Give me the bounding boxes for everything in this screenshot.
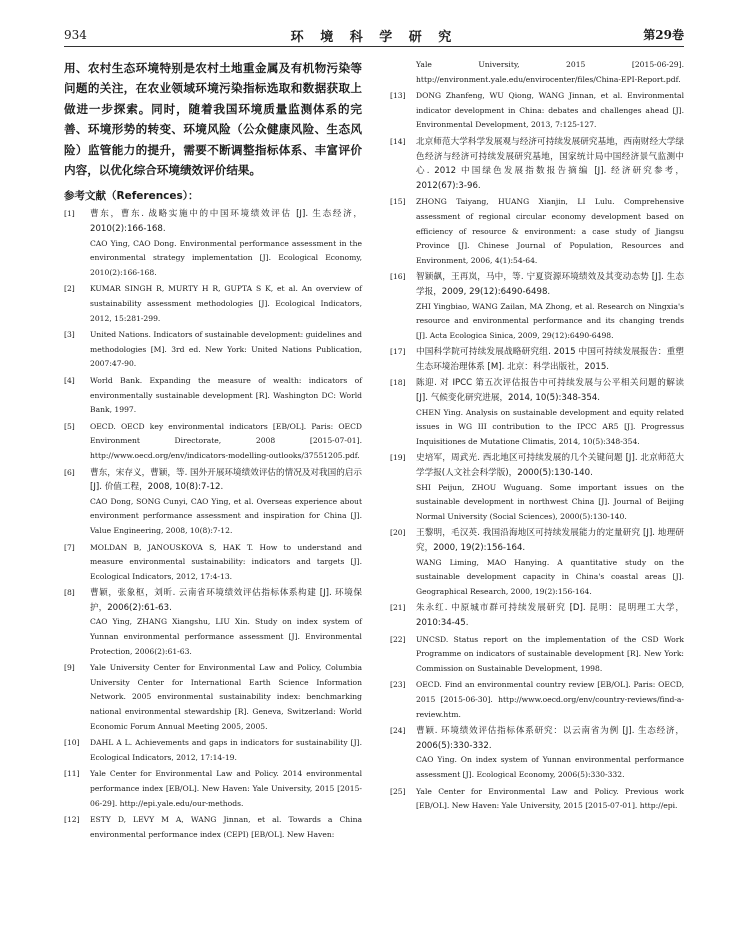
reference-chinese: 曹东，宋存义，曹颖，等. 国外开展环境绩效评估的情况及对我国的启示 [J]. 价值工程，2008, 10(8):7-12. (90, 467, 362, 493)
reference-number: [12] (64, 815, 80, 825)
reference-text (416, 678, 684, 722)
reference-number: [24] (390, 726, 406, 736)
journal-title: 环 境 科 学 研 究 (290, 30, 458, 45)
reference-english: ZHONG Taiyang, HUANG Xianjin, LI Lulu. Comprehensive assessment of regional circular economy development based on efficiency of resource & environment: a case study of Jiangsu Province [J]. Chinese Journal of Population, Resources and Environment, 2006, 4(1):54-64. (416, 197, 684, 265)
reference-text (416, 270, 684, 343)
reference-text (416, 451, 684, 524)
reference-number: [23] (390, 680, 406, 690)
reference-chinese: 王黎明，毛汉英. 我国沿海地区可持续发展能力的定量研究 [J]. 地理研究，2000, 19(2):156-164. (416, 528, 684, 553)
reference-text (416, 526, 684, 599)
reference-english: KUMAR SINGH R, MURTY H R, GUPTA S K, et al. An overview of sustainability assessment methodologies [J]. Ecological Indicators, 2012, 15:281-299. (90, 284, 362, 323)
reference-number: [11] (64, 769, 80, 779)
reference-number: [15] (390, 197, 406, 207)
reference-text (416, 89, 684, 133)
reference-english: ZHI Yingbiao, WANG Zailan, MA Zhong, et al. Research on Ningxia's resource and environmental performance and its changing trends [J]. Acta Ecologica Sinica, 2009, 29(12):6490-6498. (416, 301, 684, 340)
reference-english: CAO Ying, CAO Dong. Environmental performance assessment in the environmental strategy implementation [J]. Ecological Economy, 2010(2):166-168. (90, 238, 362, 277)
reference-item (390, 724, 684, 782)
reference-item (64, 466, 362, 539)
reference-text (416, 633, 684, 677)
page-header (64, 24, 684, 46)
reference-text (416, 135, 684, 193)
reference-text (416, 345, 684, 374)
reference-item (390, 345, 684, 374)
reference-text (416, 724, 684, 782)
reference-text (90, 282, 362, 326)
reference-item (64, 207, 362, 280)
reference-chinese: 朱永红. 中原城市群可持续发展研究 [D]. 昆明：昆明理工大学，2010:34-45. (416, 603, 684, 628)
reference-number: [10] (64, 738, 80, 748)
reference-item (390, 89, 684, 133)
reference-text (90, 661, 362, 734)
reference-text (90, 420, 362, 464)
reference-number: [25] (390, 786, 406, 796)
reference-number: [16] (390, 272, 406, 282)
reference-text (90, 586, 362, 659)
reference-item (64, 736, 362, 765)
reference-chinese: 陈迎. 对 IPCC 第五次评估报告中可持续发展与公平相关问题的解读 [J]. 气候变化研究进展，2014, 10(5):348-354. (416, 378, 684, 404)
reference-english: CHEN Ying. Analysis on sustainable development and equity related issues in WG III contribution to the IPCC AR5 [J]. Progressus Inquisitiones de Mutatione Climatis, 2014, 10(5):348-354. (416, 407, 684, 446)
reference-number: [18] (390, 378, 406, 388)
reference-item (390, 633, 684, 677)
reference-english: Yale Center for Environmental Law and Policy. Previous work [EB/OL]. New Haven: Yale University, 2015 [2015-07-01]. http://epi. (416, 786, 684, 811)
reference-number: [1] (64, 209, 75, 219)
reference-number: [20] (390, 528, 406, 538)
reference-text (416, 195, 684, 268)
header-rule (64, 46, 684, 47)
reference-text (90, 207, 362, 280)
reference-english: CAO Ying, ZHANG Xiangshu, LIU Xin. Study on index system of Yunnan environmental performance assessment [J]. Environmental Protection, 2006(2):61-63. (90, 617, 362, 656)
reference-number: [9] (64, 663, 75, 673)
reference-chinese: 曹颖，张象枢，刘昕. 云南省环境绩效评估指标体系构建 [J]. 环境保护，2006(2):61-63. (90, 588, 362, 613)
reference-text (416, 785, 684, 814)
reference-list-left (64, 207, 362, 842)
right-column (390, 58, 684, 816)
reference-number: [14] (390, 136, 406, 146)
reference-item (390, 135, 684, 193)
reference-chinese: 北京师范大学科学发展观与经济可持续发展研究基地，西南财经大学绿色经济与经济可持续发展研究基地，国家统计局中国经济景气监测中心. 2012 中国绿色发展指数报告摘编 [J]. 经济研究参考，2012(67):3-96. (416, 136, 684, 191)
reference-english: OECD. OECD key environmental indicators [EB/OL]. Paris: OECD Environment Directorate, 2008 [2015-07-01]. http://www.oecd.org/env/indicators-modelling-outlooks/37551205.pdf. (90, 421, 362, 460)
reference-english: SHI Peijun, ZHOU Wuguang. Some important issues on the sustainable development in northwest China [J]. Journal of Beijing Normal University (Social Sciences), 2000(5):130-140. (416, 482, 684, 521)
reference-text (90, 767, 362, 811)
reference-text (416, 376, 684, 449)
reference-text (90, 541, 362, 585)
reference-chinese: 史培军，周武光. 西北地区可持续发展的几个关键问题 [J]. 北京师范大学学报(人文社会科学版)，2000(5):130-140. (416, 453, 684, 479)
reference-item (64, 767, 362, 811)
references-title: 参考文献（References）： (64, 190, 199, 203)
reference-item (390, 451, 684, 524)
reference-english: United Nations. Indicators of sustainable development: guidelines and methodologies [M]. 3rd ed. New York: United Nations Publication, 2007:47-90. (90, 330, 362, 369)
reference-list-right (390, 89, 684, 814)
reference-number: [17] (390, 347, 406, 357)
reference-english: DAHL A L. Achievements and gaps in indicators for sustainability [J]. Ecological Indicators, 2012, 17:14-19. (90, 738, 362, 762)
reference-number: [19] (390, 453, 406, 463)
reference-english: WANG Liming, MAO Hanying. A quantitative study on the sustainable development capacity in China's coastal areas [J]. Geographical Research, 2000, 19(2):156-164. (416, 557, 684, 596)
reference-text (90, 374, 362, 418)
reference-item (64, 420, 362, 464)
reference-number: [6] (64, 467, 75, 477)
reference-number: [13] (390, 91, 406, 101)
left-column (64, 58, 362, 844)
reference-chinese: 曹颖. 环境绩效评估指标体系研究：以云南省为例 [J]. 生态经济，2006(5):330-332. (416, 726, 684, 751)
reference-item (64, 374, 362, 418)
body-paragraph: 用、农村生态环境特别是农村土地重金属及有机物污染等问题的关注，在农业领域环境污染指标选取和数据获取上做进一步探索。同时，随着我国环境质量监测体系的完善、环境形势的转变、环境风险（公众健康风险、生态风险）监管能力的提升，需要不断调整指标体系、丰富评价内容，以优化综合环境绩效评价结果。 (64, 61, 362, 178)
reference-english: DONG Zhanfeng, WU Qiong, WANG Jinnan, et al. Environmental indicator development in China: debates and challenges ahead [J]. Environmental Development, 2013, 7:125-127. (416, 91, 684, 130)
reference-english: Yale Center for Environmental Law and Policy. 2014 environmental performance index [EB/OL]. New Haven: Yale University, 2015 [2015-06-29]. http://epi.yale.edu/our-methods. (90, 769, 362, 808)
reference-item (390, 601, 684, 630)
reference-item (64, 328, 362, 372)
reference-chinese: 曹东，曹东. 战略实施中的中国环境绩效评估 [J]. 生态经济，2010(2):166-168. (90, 209, 362, 235)
reference-item (64, 813, 362, 842)
reference-number: [8] (64, 588, 75, 598)
reference-item (390, 270, 684, 343)
reference-english: ESTY D, LEVY M A, WANG Jinnan, et al. Towards a China environmental performance index (CEPI) [EB/OL]. New Haven: (90, 815, 362, 839)
reference-item (390, 785, 684, 814)
reference-number: [2] (64, 284, 75, 294)
reference-text (90, 328, 362, 372)
reference-number: [5] (64, 421, 75, 431)
reference-number: [22] (390, 634, 406, 644)
reference-english: World Bank. Expanding the measure of wealth: indicators of environmentally sustainable development [R]. Washington DC: World Bank, 1997. (90, 375, 362, 415)
page-number: 934 (64, 28, 87, 42)
reference-english: CAO Dong, SONG Cunyi, CAO Ying, et al. Overseas experience about environment performance assessment and inspiration for China [J]. Value Engineering, 2008, 10(8):7-12. (90, 496, 362, 535)
reference-chinese: 智颖飙，王再岚，马中，等. 宁夏资源环境绩效及其变动态势 [J]. 生态学报，2009, 29(12):6490-6498. (416, 272, 684, 297)
reference-number: [3] (64, 330, 75, 340)
reference-english: Yale University Center for Environmental Law and Policy, Columbia University Center for International Earth Science Information Network. 2005 environmental sustainability index: benchmarking national environmental stewardship [R]. Geneva, Switzerland: World Economic Forum Annual Meeting 2005, 2005. (90, 663, 362, 731)
reference-continuation: Yale University, 2015 [2015-06-29]. http://environment.yale.edu/envirocenter/files/China-EPI-Report.pdf. (416, 60, 684, 84)
reference-item (390, 678, 684, 722)
reference-item (64, 586, 362, 659)
reference-item (390, 195, 684, 268)
reference-chinese: 中国科学院可持续发展战略研究组. 2015 中国可持续发展报告：重塑生态环境治理体系 [M]. 北京：科学出版社，2015. (416, 347, 684, 372)
reference-text (416, 601, 684, 630)
reference-english: UNCSD. Status report on the implementation of the CSD Work Programme on indicators of sustainable development [R]. New York: Commission on Sustainable Development, 1998. (416, 634, 684, 673)
reference-item (64, 661, 362, 734)
reference-number: [7] (64, 542, 75, 552)
reference-text (90, 466, 362, 539)
reference-item (390, 376, 684, 449)
reference-text (90, 736, 362, 765)
reference-english: OECD. Find an environmental country review [EB/OL]. Paris: OECD, 2015 [2015-06-30]. http://www.oecd.org/env/country-reviews/find-a-review.htm. (416, 680, 684, 719)
reference-text (90, 813, 362, 842)
reference-item (64, 282, 362, 326)
reference-item (64, 541, 362, 585)
reference-item (390, 526, 684, 599)
reference-number: [4] (64, 375, 75, 385)
reference-number: [21] (390, 603, 406, 613)
reference-english: MOLDAN B, JANOUSKOVA S, HAK T. How to understand and measure environmental sustainability: indicators and targets [J]. Ecological Indicators, 2012, 17:4-13. (90, 542, 362, 581)
volume-label: 第29卷 (643, 28, 684, 42)
reference-english: CAO Ying. On index system of Yunnan environmental performance assessment [J]. Ecological Economy, 2006(5):330-332. (416, 755, 684, 779)
